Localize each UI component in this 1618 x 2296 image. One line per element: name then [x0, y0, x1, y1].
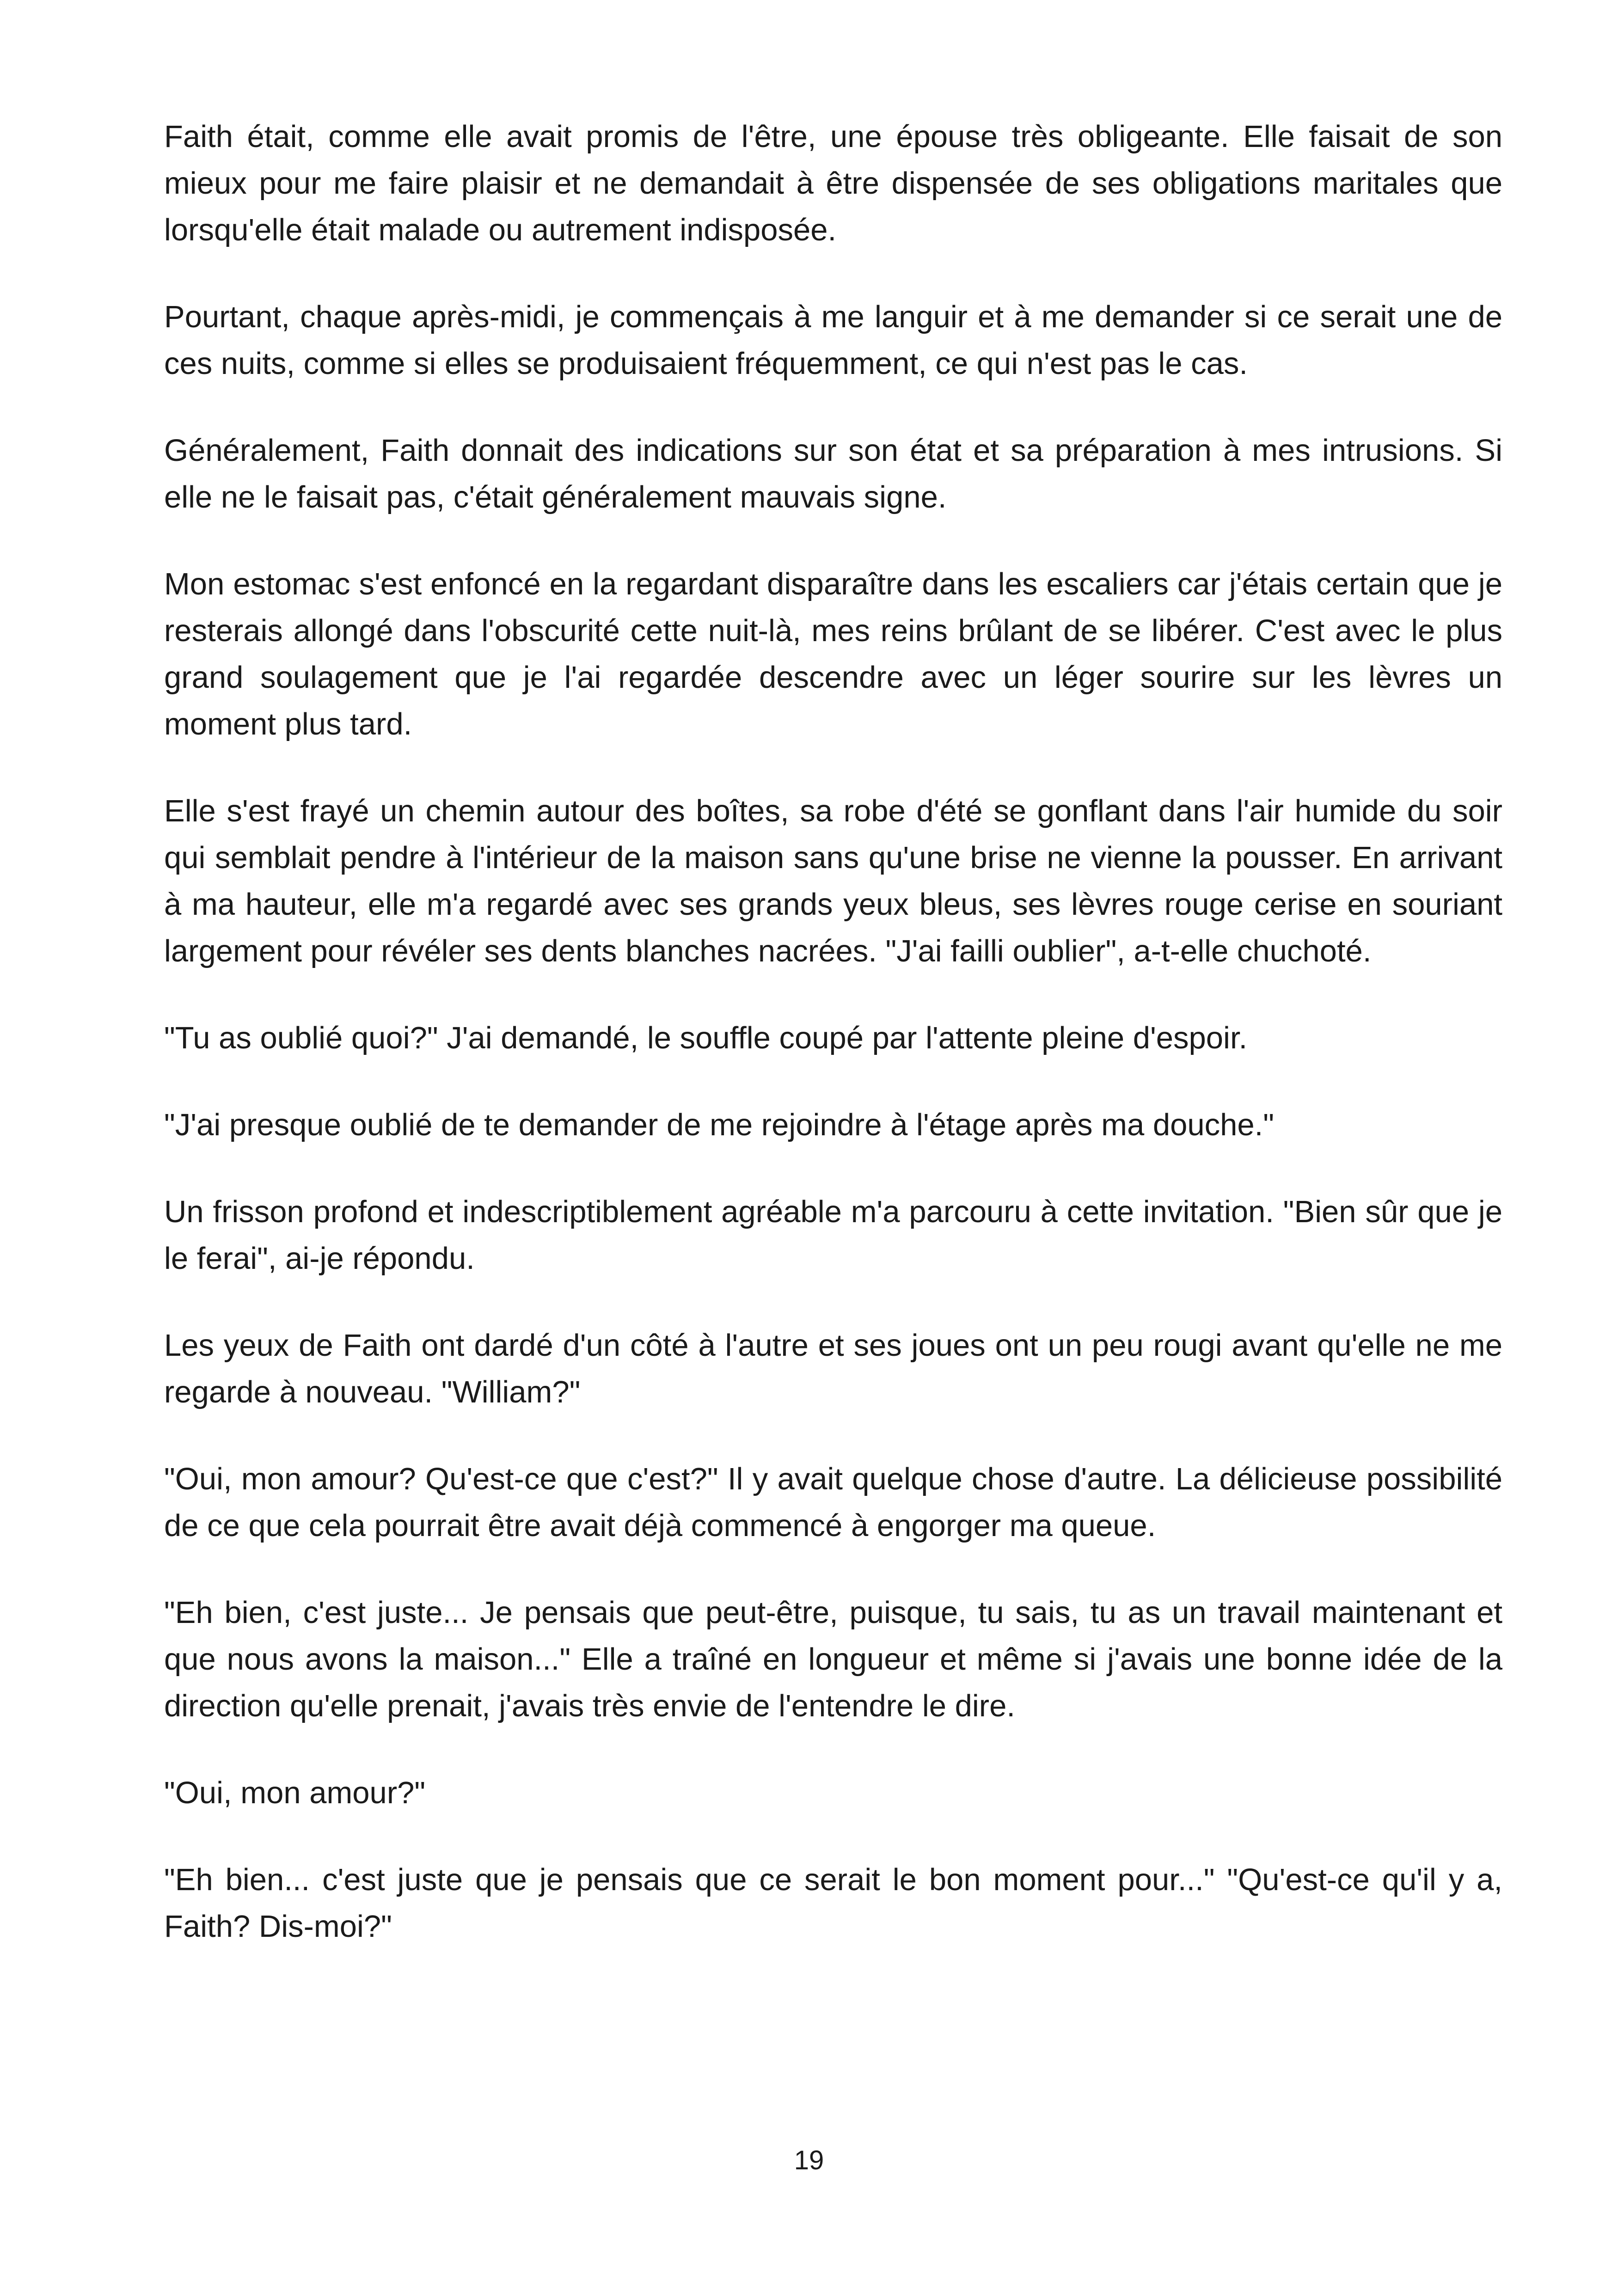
paragraph-11: "Eh bien, c'est juste... Je pensais que peut-être, puisque, tu sais, tu as un travail maintenant et que nous avons la maison..." Elle a traîné en longueur et même si j'avais une bonne idée de la direction qu'elle prenait, j'avais très envie de l'entendre le dire.	[164, 1595, 1502, 1723]
paragraph-6: "Tu as oublié quoi?" J'ai demandé, le souffle coupé par l'attente pleine d'espoir.	[164, 1021, 1248, 1055]
paragraph-13: "Eh bien... c'est juste que je pensais que ce serait le bon moment pour..." "Qu'est-ce qu'il y a, Faith? Dis-moi?"	[164, 1862, 1502, 1944]
paragraph-9: Les yeux de Faith ont dardé d'un côté à l'autre et ses joues ont un peu rougi avant qu'elle ne me regarde à nouveau. "William?"	[164, 1328, 1502, 1409]
paragraph-3: Généralement, Faith donnait des indications sur son état et sa préparation à mes intrusions. Si elle ne le faisait pas, c'était généralement mauvais signe.	[164, 433, 1502, 514]
paragraph-5: Elle s'est frayé un chemin autour des boîtes, sa robe d'été se gonflant dans l'air humide du soir qui semblait pendre à l'intérieur de la maison sans qu'une brise ne vienne la pousser. En arrivant à ma hauteur, elle m'a regardé avec ses grands yeux bleus, ses lèvres rouge cerise en souriant largement pour révéler ses dents blanches nacrées. "J'ai failli oublier", a-t-elle chuchoté.	[164, 794, 1502, 968]
page-number: 19	[794, 2145, 824, 2175]
paragraph-10: "Oui, mon amour? Qu'est-ce que c'est?" Il y avait quelque chose d'autre. La délicieuse possibilité de ce que cela pourrait être avait déjà commencé à engorger ma queue.	[164, 1462, 1502, 1543]
paragraph-1: Faith était, comme elle avait promis de l'être, une épouse très obligeante. Elle faisait de son mieux pour me faire plaisir et ne demandait à être dispensée de ses obligations maritales que lorsqu'elle était malade ou autrement indisposée.	[164, 119, 1502, 247]
paragraph-12: "Oui, mon amour?"	[164, 1776, 426, 1810]
paragraph-8: Un frisson profond et indescriptiblement agréable m'a parcouru à cette invitation. "Bien sûr que je le ferai", ai-je répondu.	[164, 1194, 1502, 1276]
paragraph-7: "J'ai presque oublié de te demander de me rejoindre à l'étage après ma douche."	[164, 1108, 1275, 1142]
paragraph-4: Mon estomac s'est enfoncé en la regardant disparaître dans les escaliers car j'étais certain que je resterais allongé dans l'obscurité cette nuit-là, mes reins brûlant de se libérer. C'est avec le plus grand soulagement que je l'ai regardée descendre avec un léger sourire sur les lèvres un moment plus tard.	[164, 567, 1502, 741]
body-text	[164, 113, 1502, 1990]
paragraph-2: Pourtant, chaque après-midi, je commençais à me languir et à me demander si ce serait une de ces nuits, comme si elles se produisaient fréquemment, ce qui n'est pas le cas.	[164, 300, 1502, 381]
